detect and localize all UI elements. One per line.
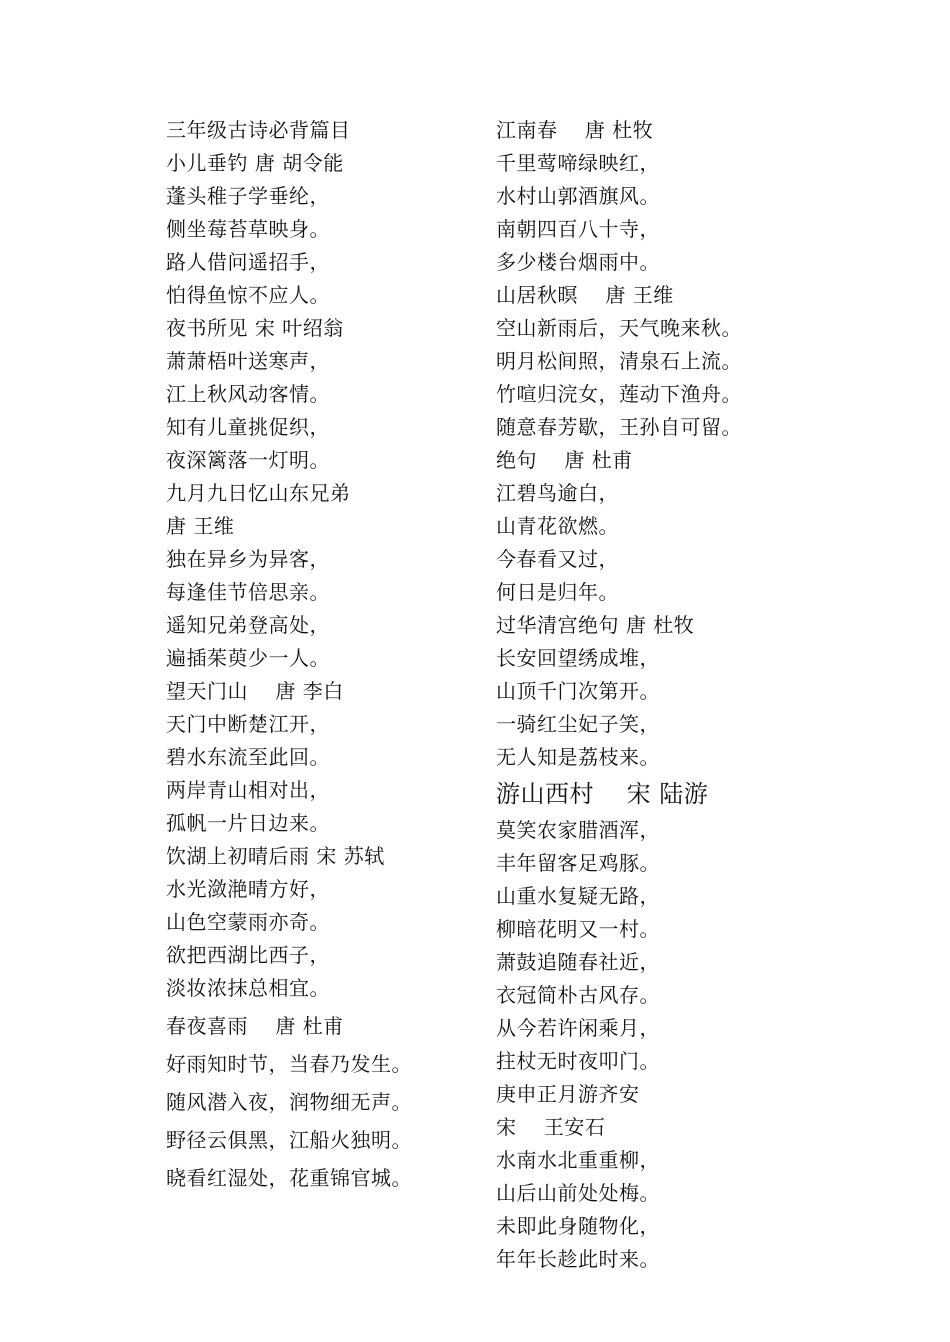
poem-line: 知有儿童挑促织， <box>166 415 330 439</box>
poem-line: 萧萧梧叶送寒声， <box>166 349 330 373</box>
poem-line: 萧鼓追随春社近， <box>496 950 660 974</box>
poem-heading: 绝句 唐 杜甫 <box>496 448 633 472</box>
poem-line: 侧坐莓苔草映身。 <box>166 217 330 241</box>
poem-line: 两岸青山相对出， <box>166 778 330 802</box>
poem-line: 碧水东流至此回。 <box>166 745 330 769</box>
poem-line: 遍插茱萸少一人。 <box>166 646 330 670</box>
poem-line: 蓬头稚子学垂纶， <box>166 184 330 208</box>
poem-line: 空山新雨后，天气晚来秋。 <box>496 316 742 340</box>
poem-line: 山顶千门次第开。 <box>496 679 660 703</box>
poem-line: 怕得鱼惊不应人。 <box>166 283 330 307</box>
poem-line: 淡妆浓抹总相宜。 <box>166 976 330 1000</box>
poem-line: 路人借问遥招手， <box>166 250 330 274</box>
poem-line: 山色空蒙雨亦奇。 <box>166 910 330 934</box>
poem-line: 水南水北重重柳， <box>496 1148 660 1172</box>
poem-line: 独在异乡为异客， <box>166 547 330 571</box>
poem-heading-large: 游山西村 宋 陆游 <box>496 780 709 808</box>
poem-heading: 饮湖上初晴后雨 宋 苏轼 <box>166 844 385 868</box>
poem-author: 宋 王安石 <box>496 1115 606 1139</box>
right-column <box>496 114 796 1276</box>
poem-line: 夜深篱落一灯明。 <box>166 448 330 472</box>
poem-line: 一骑红尘妃子笑， <box>496 712 660 736</box>
poem-heading: 春夜喜雨 唐 杜甫 <box>166 1014 344 1038</box>
poem-line: 未即此身随物化， <box>496 1214 660 1238</box>
poem-heading: 九月九日忆山东兄弟 <box>166 481 351 505</box>
poem-line: 山后山前处处梅。 <box>496 1181 660 1205</box>
poem-line: 年年长趁此时来。 <box>496 1247 660 1271</box>
poem-line: 拄杖无时夜叩门。 <box>496 1049 660 1073</box>
poem-line: 柳暗花明又一村。 <box>496 917 660 941</box>
poem-line: 好雨知时节，当春乃发生。 <box>166 1052 412 1076</box>
poem-heading: 山居秋暝 唐 王维 <box>496 283 674 307</box>
poem-line: 水村山郭酒旗风。 <box>496 184 660 208</box>
poem-heading: 小儿垂钓 唐 胡令能 <box>166 151 344 175</box>
document-title: 三年级古诗必背篇目 <box>166 118 351 142</box>
poem-line: 江碧鸟逾白， <box>496 481 619 505</box>
poem-heading: 夜书所见 宋 叶绍翁 <box>166 316 344 340</box>
poem-line: 晓看红湿处，花重锦官城。 <box>166 1166 412 1190</box>
poem-line: 千里莺啼绿映红， <box>496 151 660 175</box>
poem-line: 从今若许闲乘月， <box>496 1016 660 1040</box>
poem-heading: 过华清宫绝句 唐 杜牧 <box>496 613 695 637</box>
left-column <box>166 114 466 1195</box>
poem-line: 山青花欲燃。 <box>496 514 619 538</box>
poem-line: 衣冠简朴古风存。 <box>496 983 660 1007</box>
poem-line: 长安回望绣成堆， <box>496 646 660 670</box>
poem-line: 野径云俱黑，江船火独明。 <box>166 1128 412 1152</box>
poem-line: 遥知兄弟登高处， <box>166 613 330 637</box>
poem-line: 无人知是荔枝来。 <box>496 745 660 769</box>
poem-line: 南朝四百八十寺， <box>496 217 660 241</box>
poem-line: 丰年留客足鸡豚。 <box>496 851 660 875</box>
poem-line: 多少楼台烟雨中。 <box>496 250 660 274</box>
poem-line: 竹喧归浣女，莲动下渔舟。 <box>496 382 742 406</box>
poem-line: 江上秋风动客情。 <box>166 382 330 406</box>
poem-line: 孤帆一片日边来。 <box>166 811 330 835</box>
poem-line: 莫笑农家腊酒浑， <box>496 818 660 842</box>
poem-author: 唐 王维 <box>166 514 235 538</box>
poem-line: 何日是归年。 <box>496 580 619 604</box>
poem-line: 随风潜入夜，润物细无声。 <box>166 1090 412 1114</box>
poem-heading: 望天门山 唐 李白 <box>166 679 344 703</box>
poem-line: 今春看又过， <box>496 547 619 571</box>
poem-line: 欲把西湖比西子， <box>166 943 330 967</box>
poem-line: 随意春芳歇，王孙自可留。 <box>496 415 742 439</box>
poem-line: 山重水复疑无路， <box>496 884 660 908</box>
poem-heading: 庚申正月游齐安 <box>496 1082 640 1106</box>
poem-heading: 江南春 唐 杜牧 <box>496 118 654 142</box>
poem-line: 明月松间照，清泉石上流。 <box>496 349 742 373</box>
poem-line: 水光潋滟晴方好， <box>166 877 330 901</box>
poem-line: 天门中断楚江开， <box>166 712 330 736</box>
poem-line: 每逢佳节倍思亲。 <box>166 580 330 604</box>
